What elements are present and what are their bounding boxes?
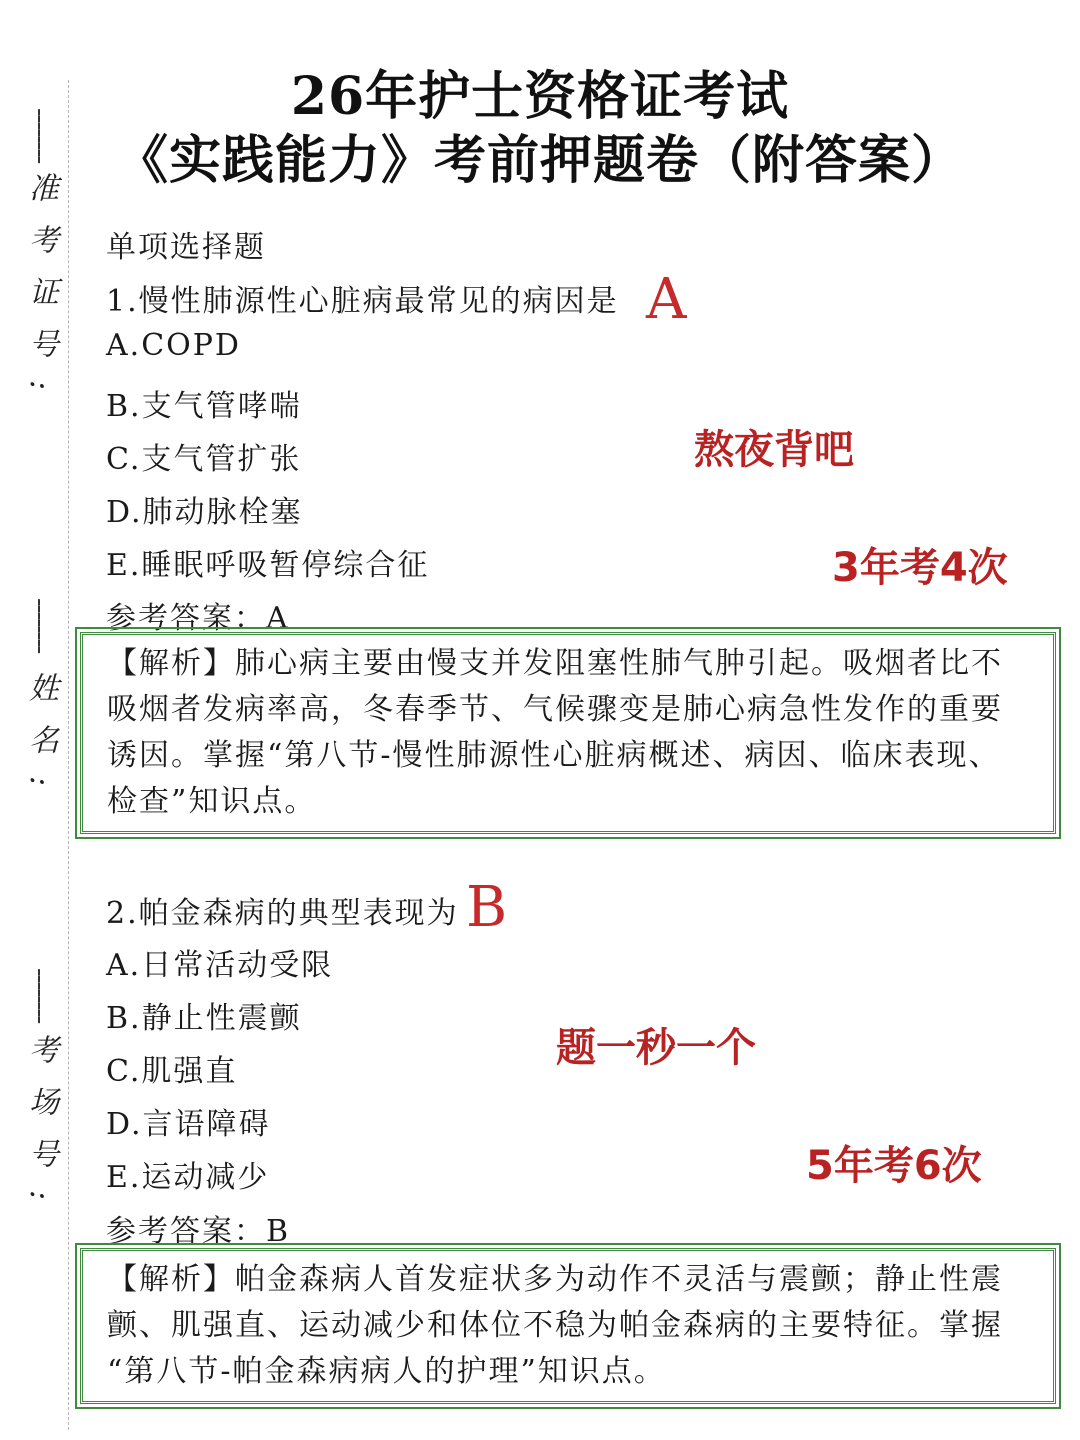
question-1-analysis-line-2: 吸烟者发病率高，冬春季节、气候骤变是肺心病急性发作的重要 [107,692,1003,727]
question-2-note-1: 题一秒一个 [556,1025,756,1071]
question-2-analysis-line-3: “第八节-帕金森病病人的护理”知识点。 [107,1354,666,1389]
question-1-analysis-line-1: 【解析】肺心病主要由慢支并发阻塞性肺气肿引起。吸烟者比不 [107,646,1003,681]
question-2-analysis-line-1: 【解析】帕金森病人首发症状多为动作不灵活与震颤；静止性震 [107,1262,1003,1297]
question-1-stem: 1.慢性肺源性心脏病最常见的病因是 [106,284,619,319]
question-1-analysis-line-3: 诱因。掌握“第八节-慢性肺源性心脏病概述、病因、临床表现、 [107,738,1001,773]
section-heading: 单项选择题 [106,230,266,265]
question-1-analysis-line-4: 检查”知识点。 [107,784,317,819]
question-2-option-d[interactable]: D.言语障碍 [106,1107,271,1142]
question-1-option-b[interactable]: B.支气管哮喘 [106,389,302,424]
page-title-line2: 《实践能力》考前押题卷（附答案） [115,130,964,191]
name-field [20,598,60,808]
binding-margin-line [68,80,69,1430]
question-1-analysis-box [80,632,1056,834]
question-1-note-1: 熬夜背吧 [694,427,854,473]
question-1-option-a[interactable]: A.COPD [106,328,241,363]
question-2-handwritten-answer: B [466,875,508,940]
question-2-note-2: 5年考6次 [806,1143,982,1189]
question-2-stem: 2.帕金森病的典型表现为 [106,896,459,931]
question-1-option-e[interactable]: E.睡眠呼吸暂停综合征 [106,548,430,583]
question-1-note-2: 3年考4次 [832,545,1008,591]
name-label: 姓名: [23,672,58,809]
question-1-option-d[interactable]: D.肺动脉栓塞 [106,495,303,530]
page-title-line1: 26年护士资格证考试 [290,66,790,127]
question-2-analysis-box [80,1248,1056,1404]
question-2-option-b[interactable]: B.静止性震颤 [106,1001,302,1036]
question-2-option-c[interactable]: C.肌强直 [106,1054,238,1089]
name-blank: -------- [25,598,55,653]
question-2-option-e[interactable]: E.运动减少 [106,1160,270,1195]
question-2-analysis-line-2: 颤、肌强直、运动减少和体位不稳为帕金森病的主要特征。掌握 [107,1308,1003,1343]
question-1-option-c[interactable]: C.支气管扩张 [106,442,302,477]
question-1-reference-answer: 参考答案：A [106,601,290,636]
exam-room-label: 考场号: [23,1034,58,1223]
exam-room-field [20,968,60,1222]
question-2-reference-answer: 参考答案：B [106,1214,291,1249]
admission-number-label: 准考证号: [23,172,58,413]
exam-room-blank: -------- [25,968,55,1023]
admission-number-blank: -------- [25,108,55,163]
question-1-handwritten-answer: A [646,267,687,332]
question-2-option-a[interactable]: A.日常活动受限 [106,948,334,983]
